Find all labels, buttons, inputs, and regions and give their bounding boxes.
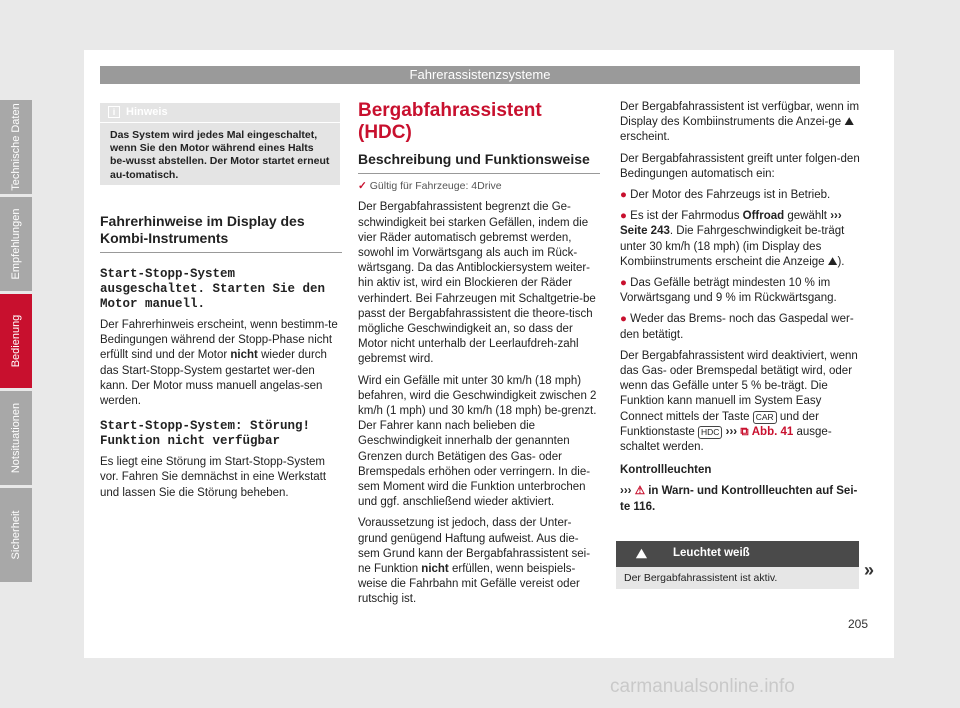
reference-arrow: ››› [725,425,738,438]
tab-notsituationen[interactable] [0,391,32,485]
paragraph: Der Bergabfahrassistent greift unter folgen-den Bedingungen automatisch ein: [620,152,860,180]
text-run: Der Fahrerhinweis erscheint, wenn bestimm-te Bedingungen während der Stopp-Phase nicht erfüllt sind und der Motor [100,319,338,362]
text-run: Der Bergabfahrassistent ist verfügbar, wenn im Display des Kombiinstruments die Anzei-ge [620,101,860,129]
middle-column [358,100,600,614]
hint-text: Das System wird jedes Mal eingeschaltet, wenn Sie den Motor während eines Halts be-wusst abstellen. Der Motor startet erneut au-tomatisch. [110,129,330,181]
text-run: ausge-schaltet werden. [620,425,832,454]
hint-header [100,103,340,123]
car-key-icon: CAR [753,411,777,424]
hdc-key-icon: HDC [698,426,722,439]
bullet-icon: ● [620,189,627,202]
figure-icon: ⧉ [740,425,749,438]
list-item [620,276,860,306]
left-column [100,213,342,507]
hdc-lamp-icon: ⛰ [636,546,647,561]
tab-label: Technische Daten [10,103,22,191]
text-run: . Die Fahrgeschwindigkeit be-trägt unter 30 km/h (18 mph) (im Display des Kombiinstruments erscheint die Anzeige [620,225,845,268]
text-run: Weder das Brems- noch das Gaspedal wer-den betätigt. [620,313,854,341]
text-run: erfüllen, wenn beispiels-weise die Fahrbahn mit Gefälle vereist oder rutschig ist. [358,563,580,606]
hdc-indicator-icon: ⛰ [827,255,838,268]
bold-text: nicht [230,349,258,362]
text-run: erscheint. [620,131,670,144]
paragraph [620,100,860,146]
validity-text: Gültig für Fahrzeuge: 4Drive [369,180,502,193]
continue-arrow-icon: » [864,560,875,580]
warning-reference-link[interactable]: in Warn- und Kontrollleuchten auf Sei-te 116. [620,485,858,513]
paragraph [620,349,860,455]
section-title: Bergabfahrassistent (HDC) [358,100,542,143]
watermark: carmanualsonline.info [610,676,795,697]
page-reference-link[interactable]: ››› Seite 243 [620,210,842,238]
tab-empfehlungen[interactable] [0,197,32,291]
check-icon: ✓ [358,180,367,193]
reference-arrow: ››› [620,485,632,498]
subtitle-block [358,144,600,174]
paragraph: Wird ein Gefälle mit unter 30 km/h (18 mph) befahren, wird die Geschwindigkeit zwischen 2 km/h (1 mph) und 30 km/h (18 mph) be-grenzt. Der Fahrer kann nach belieben die Geschwindigkeit innerhalb der genannten Grenzen durch Betätigen des Gas- oder Bremspedals erhöhen oder verringern. In die-sem Moment wird die Funktion unterbrochen und ggf. anschließend wieder aktiviert. [358,374,597,509]
bullet-icon: ● [620,313,627,326]
hint-label: Hinweis [126,106,168,118]
text-run: Der Motor des Fahrzeugs ist in Betrieb. [630,189,831,202]
text-run: ). [837,255,845,268]
list-item [620,188,860,203]
chapter-header: Fahrerassistenzsysteme [100,66,860,84]
subheading: Kontrollleuchten [620,464,712,477]
tab-label: Empfehlungen [10,208,22,280]
bullet-icon: ● [620,210,627,223]
warning-reference [620,484,860,514]
message-title: Start-Stopp-System: Störung! Funktion nicht verfügbar [100,419,311,449]
table-header-label: Leuchtet weiß [673,547,750,559]
text-run: Der Bergabfahrassistent wird deaktiviert, wenn das Gas- oder Bremspedal betätigt wird, oder wenn das Gefälle unter 5 % be-trägt. Die Funktion kann manuell im System Easy Connect mittels der Taste [620,349,858,423]
table-cell: Der Bergabfahrassistent ist aktiv. [624,572,778,584]
paragraph: Der Bergabfahrassistent begrenzt die Ge-schwindigkeit bei starken Gefällen, indem die vier Räder automatisch gebremst werden, sowohl im Vorwärtsgang als auch im Rück-wärtsgang. Da das Antiblockiersystem weiter-hin aktiv ist, wird ein Blockieren der Räder verhindert. Bei Fahrzeugen mit Schaltgetrie-be passt der Bergabfahrassistent die theore-tisch mögliche Geschwindigkeit an, so dass der Motor nicht unterhalb der Leerlaufdreh-zahl gebremst wird. [358,201,596,366]
validity-note [358,179,600,194]
bullet-icon: ● [620,277,627,290]
section-subtitle: Beschreibung und Funktionsweise [358,151,590,167]
list-item [620,209,860,270]
tab-label: Sicherheit [10,510,22,560]
paragraph [358,516,600,607]
text-run: wieder durch das Start-Stopp-System gestartet wer-den kann. Der Motor muss manuell angelas-sen werden. [100,349,327,408]
text-run: Es ist der Fahrmodus [630,210,743,223]
left-heading-block [100,213,342,253]
indicator-table-row [616,567,859,589]
right-column [620,100,860,521]
info-icon: i [108,106,120,118]
page-number: 205 [848,617,869,631]
indicator-table-header [616,541,859,567]
hint-box [100,103,340,185]
tab-technische-daten[interactable] [0,100,32,194]
warning-triangle-icon: ⚠ [634,485,646,498]
text-run: und der Funktionstaste [620,410,819,438]
message-description [100,318,342,409]
tab-label: Notsituationen [10,402,22,474]
tab-label: Bedienung [10,314,22,368]
bold-text: Offroad [742,210,785,223]
tab-bedienung[interactable] [0,294,32,388]
text-run: Das Gefälle beträgt mindesten 10 % im Vorwärtsgang und 9 % im Rückwärtsgang. [620,277,837,305]
figure-reference-link[interactable]: Abb. 41 [751,425,794,438]
bold-text: nicht [421,563,449,576]
section-heading: Fahrerhinweise im Display des Kombi-Instruments [100,213,305,246]
message-title: Start-Stopp-System ausgeschaltet. Starten Sie den Motor manuell. [100,267,326,311]
message-description: Es liegt eine Störung im Start-Stopp-System vor. Fahren Sie demnächst in eine Werkstatt und lassen Sie die Störung beheben. [100,456,327,499]
hdc-indicator-icon: ⛰ [844,116,855,129]
tab-sicherheit[interactable] [0,488,32,582]
text-run: Voraussetzung ist jedoch, dass der Unter-grund genügend Haftung aufweist. Aus die-sem Grund kann der Bergabfahrassistent sei-ne Funktion [358,517,591,576]
list-item [620,312,860,342]
text-run: gewählt [784,210,828,223]
